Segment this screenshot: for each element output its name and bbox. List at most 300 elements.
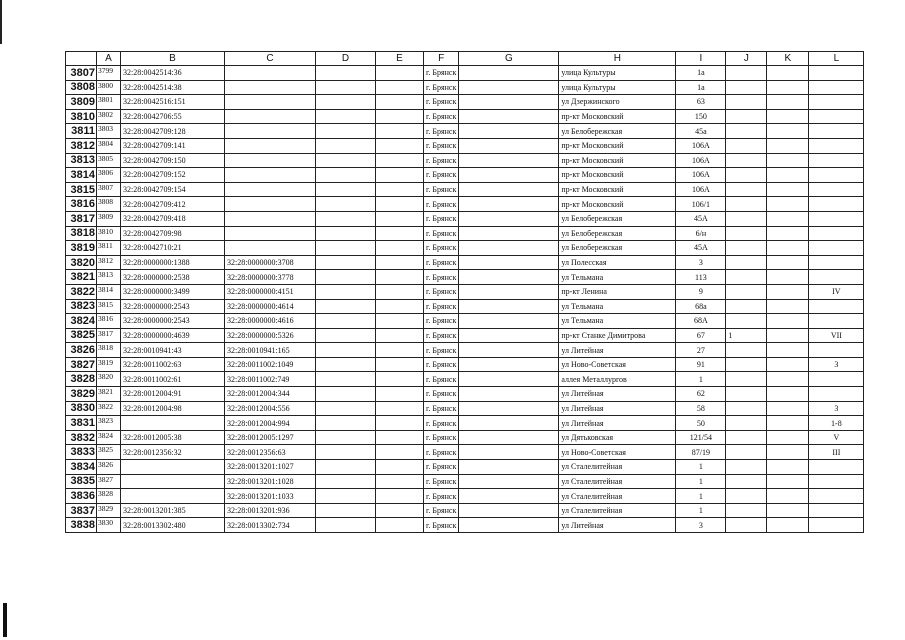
cell-e[interactable] <box>376 328 424 343</box>
cell-c[interactable] <box>225 182 316 197</box>
cell-d[interactable] <box>316 314 376 329</box>
cell-i[interactable]: 3 <box>676 518 726 533</box>
cell-a[interactable]: 3830 <box>97 518 121 533</box>
column-header-a[interactable]: A <box>97 52 121 66</box>
cell-c[interactable]: 32:28:0000000:4151 <box>225 284 316 299</box>
cell-b[interactable]: 32:28:0042514:38 <box>121 80 225 95</box>
cell-d[interactable] <box>316 343 376 358</box>
cell-b[interactable]: 32:28:0010941:43 <box>121 343 225 358</box>
cell-b[interactable]: 32:28:0042709:150 <box>121 153 225 168</box>
cell-d[interactable] <box>316 270 376 285</box>
cell-j[interactable] <box>726 503 767 518</box>
cell-d[interactable] <box>316 460 376 475</box>
column-header-i[interactable]: I <box>676 52 726 66</box>
cell-i[interactable]: 1 <box>676 372 726 387</box>
column-header-d[interactable]: D <box>316 52 376 66</box>
cell-c[interactable]: 32:28:0000000:4614 <box>225 299 316 314</box>
corner-header[interactable] <box>66 52 97 66</box>
cell-f[interactable]: г. Брянск <box>424 270 459 285</box>
cell-d[interactable] <box>316 109 376 124</box>
cell-j[interactable] <box>726 387 767 402</box>
cell-c[interactable]: 32:28:0012004:556 <box>225 401 316 416</box>
cell-k[interactable] <box>767 474 809 489</box>
row-number[interactable]: 3817 <box>66 211 97 226</box>
cell-a[interactable]: 3814 <box>97 284 121 299</box>
cell-l[interactable] <box>809 460 864 475</box>
row-number[interactable]: 3807 <box>66 66 97 81</box>
cell-a[interactable]: 3805 <box>97 153 121 168</box>
cell-g[interactable] <box>459 357 559 372</box>
cell-d[interactable] <box>316 357 376 372</box>
cell-l[interactable] <box>809 211 864 226</box>
cell-f[interactable]: г. Брянск <box>424 474 459 489</box>
cell-l[interactable]: 3 <box>809 357 864 372</box>
row-number[interactable]: 3828 <box>66 372 97 387</box>
cell-i[interactable]: 121/54 <box>676 430 726 445</box>
cell-e[interactable] <box>376 401 424 416</box>
cell-e[interactable] <box>376 387 424 402</box>
cell-e[interactable] <box>376 80 424 95</box>
cell-h[interactable]: улица Культуры <box>559 80 676 95</box>
cell-g[interactable] <box>459 314 559 329</box>
cell-f[interactable]: г. Брянск <box>424 182 459 197</box>
cell-k[interactable] <box>767 299 809 314</box>
cell-a[interactable]: 3823 <box>97 416 121 431</box>
cell-f[interactable]: г. Брянск <box>424 95 459 110</box>
cell-g[interactable] <box>459 284 559 299</box>
row-number[interactable]: 3824 <box>66 314 97 329</box>
cell-e[interactable] <box>376 168 424 183</box>
cell-h[interactable]: пр-кт Московский <box>559 168 676 183</box>
column-header-k[interactable]: K <box>767 52 809 66</box>
cell-a[interactable]: 3824 <box>97 430 121 445</box>
cell-f[interactable]: г. Брянск <box>424 518 459 533</box>
cell-h[interactable]: ул Литейная <box>559 387 676 402</box>
cell-j[interactable] <box>726 284 767 299</box>
cell-e[interactable] <box>376 299 424 314</box>
cell-d[interactable] <box>316 518 376 533</box>
cell-a[interactable]: 3813 <box>97 270 121 285</box>
cell-i[interactable]: 45А <box>676 241 726 256</box>
cell-f[interactable]: г. Брянск <box>424 460 459 475</box>
cell-h[interactable]: ул Полесская <box>559 255 676 270</box>
cell-f[interactable]: г. Брянск <box>424 197 459 212</box>
cell-k[interactable] <box>767 460 809 475</box>
cell-g[interactable] <box>459 372 559 387</box>
cell-j[interactable] <box>726 182 767 197</box>
row-number[interactable]: 3809 <box>66 95 97 110</box>
cell-k[interactable] <box>767 226 809 241</box>
cell-k[interactable] <box>767 328 809 343</box>
cell-b[interactable]: 32:28:0012356:32 <box>121 445 225 460</box>
cell-l[interactable] <box>809 153 864 168</box>
row-number[interactable]: 3835 <box>66 474 97 489</box>
cell-j[interactable] <box>726 357 767 372</box>
cell-h[interactable]: ул Тельмана <box>559 270 676 285</box>
cell-j[interactable] <box>726 241 767 256</box>
cell-f[interactable]: г. Брянск <box>424 255 459 270</box>
cell-f[interactable]: г. Брянск <box>424 387 459 402</box>
cell-j[interactable] <box>726 66 767 81</box>
cell-i[interactable]: 50 <box>676 416 726 431</box>
cell-f[interactable]: г. Брянск <box>424 401 459 416</box>
cell-k[interactable] <box>767 109 809 124</box>
cell-h[interactable]: пр-кт Московский <box>559 109 676 124</box>
cell-k[interactable] <box>767 314 809 329</box>
cell-d[interactable] <box>316 284 376 299</box>
cell-c[interactable]: 32:28:0013201:936 <box>225 503 316 518</box>
cell-k[interactable] <box>767 241 809 256</box>
cell-g[interactable] <box>459 182 559 197</box>
cell-b[interactable]: 32:28:0042514:36 <box>121 66 225 81</box>
cell-c[interactable] <box>225 66 316 81</box>
column-header-f[interactable]: F <box>424 52 459 66</box>
cell-l[interactable]: V <box>809 430 864 445</box>
row-number[interactable]: 3834 <box>66 460 97 475</box>
cell-c[interactable] <box>225 124 316 139</box>
row-number[interactable]: 3808 <box>66 80 97 95</box>
cell-g[interactable] <box>459 503 559 518</box>
cell-a[interactable]: 3799 <box>97 66 121 81</box>
row-number[interactable]: 3836 <box>66 489 97 504</box>
row-number[interactable]: 3812 <box>66 138 97 153</box>
cell-l[interactable] <box>809 518 864 533</box>
cell-i[interactable]: 63 <box>676 95 726 110</box>
cell-h[interactable]: ул Белобережская <box>559 124 676 139</box>
cell-k[interactable] <box>767 255 809 270</box>
cell-g[interactable] <box>459 153 559 168</box>
cell-e[interactable] <box>376 284 424 299</box>
cell-k[interactable] <box>767 401 809 416</box>
cell-g[interactable] <box>459 460 559 475</box>
cell-g[interactable] <box>459 299 559 314</box>
cell-a[interactable]: 3826 <box>97 460 121 475</box>
column-header-g[interactable]: G <box>459 52 559 66</box>
cell-f[interactable]: г. Брянск <box>424 109 459 124</box>
cell-l[interactable]: III <box>809 445 864 460</box>
cell-l[interactable]: 1-8 <box>809 416 864 431</box>
cell-l[interactable] <box>809 80 864 95</box>
cell-h[interactable]: ул Сталелитейная <box>559 489 676 504</box>
cell-d[interactable] <box>316 489 376 504</box>
cell-i[interactable]: 67 <box>676 328 726 343</box>
cell-j[interactable] <box>726 124 767 139</box>
cell-a[interactable]: 3810 <box>97 226 121 241</box>
cell-c[interactable] <box>225 138 316 153</box>
cell-k[interactable] <box>767 518 809 533</box>
cell-a[interactable]: 3806 <box>97 168 121 183</box>
cell-i[interactable]: 9 <box>676 284 726 299</box>
cell-b[interactable] <box>121 489 225 504</box>
cell-l[interactable] <box>809 138 864 153</box>
cell-e[interactable] <box>376 153 424 168</box>
cell-j[interactable] <box>726 518 767 533</box>
cell-b[interactable]: 32:28:0042709:412 <box>121 197 225 212</box>
cell-i[interactable]: 106А <box>676 168 726 183</box>
cell-d[interactable] <box>316 197 376 212</box>
cell-e[interactable] <box>376 241 424 256</box>
cell-h[interactable]: ул Сталелитейная <box>559 474 676 489</box>
cell-b[interactable]: 32:28:0011002:61 <box>121 372 225 387</box>
cell-c[interactable]: 32:28:0000000:3708 <box>225 255 316 270</box>
cell-i[interactable]: 27 <box>676 343 726 358</box>
cell-a[interactable]: 3818 <box>97 343 121 358</box>
cell-d[interactable] <box>316 241 376 256</box>
cell-j[interactable] <box>726 372 767 387</box>
cell-d[interactable] <box>316 401 376 416</box>
cell-k[interactable] <box>767 270 809 285</box>
cell-d[interactable] <box>316 153 376 168</box>
cell-g[interactable] <box>459 66 559 81</box>
row-number[interactable]: 3823 <box>66 299 97 314</box>
cell-e[interactable] <box>376 489 424 504</box>
cell-e[interactable] <box>376 474 424 489</box>
cell-e[interactable] <box>376 124 424 139</box>
cell-f[interactable]: г. Брянск <box>424 211 459 226</box>
cell-d[interactable] <box>316 168 376 183</box>
row-number[interactable]: 3826 <box>66 343 97 358</box>
cell-j[interactable] <box>726 255 767 270</box>
cell-b[interactable]: 32:28:0012005:38 <box>121 430 225 445</box>
cell-i[interactable]: 58 <box>676 401 726 416</box>
cell-g[interactable] <box>459 387 559 402</box>
row-number[interactable]: 3837 <box>66 503 97 518</box>
cell-a[interactable]: 3819 <box>97 357 121 372</box>
cell-k[interactable] <box>767 168 809 183</box>
cell-h[interactable]: ул Литейная <box>559 518 676 533</box>
cell-g[interactable] <box>459 343 559 358</box>
cell-j[interactable] <box>726 95 767 110</box>
cell-k[interactable] <box>767 357 809 372</box>
cell-j[interactable] <box>726 474 767 489</box>
cell-g[interactable] <box>459 138 559 153</box>
cell-e[interactable] <box>376 66 424 81</box>
cell-e[interactable] <box>376 226 424 241</box>
row-number[interactable]: 3838 <box>66 518 97 533</box>
cell-d[interactable] <box>316 372 376 387</box>
cell-a[interactable]: 3802 <box>97 109 121 124</box>
cell-b[interactable] <box>121 474 225 489</box>
cell-j[interactable] <box>726 314 767 329</box>
cell-d[interactable] <box>316 474 376 489</box>
cell-e[interactable] <box>376 372 424 387</box>
row-number[interactable]: 3814 <box>66 168 97 183</box>
cell-h[interactable]: улица Культуры <box>559 66 676 81</box>
cell-i[interactable]: 1а <box>676 66 726 81</box>
cell-d[interactable] <box>316 387 376 402</box>
cell-h[interactable]: ул Литейная <box>559 416 676 431</box>
cell-g[interactable] <box>459 197 559 212</box>
cell-g[interactable] <box>459 445 559 460</box>
row-number[interactable]: 3821 <box>66 270 97 285</box>
cell-h[interactable]: ул Сталелитейная <box>559 503 676 518</box>
cell-k[interactable] <box>767 445 809 460</box>
cell-b[interactable]: 32:28:0012004:91 <box>121 387 225 402</box>
cell-e[interactable] <box>376 197 424 212</box>
cell-f[interactable]: г. Брянск <box>424 416 459 431</box>
cell-h[interactable]: ул Дятьковская <box>559 430 676 445</box>
cell-d[interactable] <box>316 66 376 81</box>
cell-i[interactable]: 45А <box>676 211 726 226</box>
column-header-h[interactable]: H <box>559 52 676 66</box>
cell-b[interactable]: 32:28:0042516:151 <box>121 95 225 110</box>
cell-e[interactable] <box>376 211 424 226</box>
cell-a[interactable]: 3801 <box>97 95 121 110</box>
row-number[interactable]: 3810 <box>66 109 97 124</box>
cell-b[interactable]: 32:28:0042709:128 <box>121 124 225 139</box>
cell-l[interactable]: 3 <box>809 401 864 416</box>
cell-l[interactable] <box>809 474 864 489</box>
cell-d[interactable] <box>316 182 376 197</box>
cell-l[interactable] <box>809 66 864 81</box>
cell-e[interactable] <box>376 518 424 533</box>
cell-k[interactable] <box>767 343 809 358</box>
cell-i[interactable]: 3 <box>676 255 726 270</box>
cell-i[interactable]: 87/19 <box>676 445 726 460</box>
cell-k[interactable] <box>767 80 809 95</box>
cell-i[interactable]: 106А <box>676 153 726 168</box>
cell-c[interactable]: 32:28:0000000:3778 <box>225 270 316 285</box>
cell-j[interactable] <box>726 153 767 168</box>
cell-d[interactable] <box>316 124 376 139</box>
cell-f[interactable]: г. Брянск <box>424 241 459 256</box>
row-number[interactable]: 3825 <box>66 328 97 343</box>
cell-l[interactable] <box>809 343 864 358</box>
cell-h[interactable]: ул Ново-Советская <box>559 357 676 372</box>
cell-e[interactable] <box>376 460 424 475</box>
cell-l[interactable]: VII <box>809 328 864 343</box>
cell-l[interactable] <box>809 503 864 518</box>
cell-h[interactable]: ул Белобережская <box>559 241 676 256</box>
cell-j[interactable] <box>726 226 767 241</box>
cell-c[interactable] <box>225 80 316 95</box>
cell-i[interactable]: 1а <box>676 80 726 95</box>
cell-c[interactable] <box>225 109 316 124</box>
cell-a[interactable]: 3829 <box>97 503 121 518</box>
cell-c[interactable] <box>225 211 316 226</box>
cell-j[interactable] <box>726 80 767 95</box>
cell-k[interactable] <box>767 503 809 518</box>
column-header-b[interactable]: B <box>121 52 225 66</box>
cell-f[interactable]: г. Брянск <box>424 314 459 329</box>
cell-a[interactable]: 3807 <box>97 182 121 197</box>
cell-g[interactable] <box>459 241 559 256</box>
cell-l[interactable] <box>809 124 864 139</box>
cell-f[interactable]: г. Брянск <box>424 489 459 504</box>
cell-b[interactable]: 32:28:0042706:55 <box>121 109 225 124</box>
cell-l[interactable] <box>809 299 864 314</box>
cell-b[interactable]: 32:28:0042709:152 <box>121 168 225 183</box>
cell-e[interactable] <box>376 314 424 329</box>
cell-i[interactable]: 1 <box>676 503 726 518</box>
cell-i[interactable]: 106А <box>676 182 726 197</box>
cell-c[interactable]: 32:28:0013201:1027 <box>225 460 316 475</box>
cell-k[interactable] <box>767 416 809 431</box>
row-number[interactable]: 3822 <box>66 284 97 299</box>
cell-e[interactable] <box>376 357 424 372</box>
cell-a[interactable]: 3816 <box>97 314 121 329</box>
cell-d[interactable] <box>316 138 376 153</box>
cell-c[interactable]: 32:28:0012004:344 <box>225 387 316 402</box>
cell-g[interactable] <box>459 255 559 270</box>
column-header-j[interactable]: J <box>726 52 767 66</box>
column-header-l[interactable]: L <box>809 52 864 66</box>
cell-a[interactable]: 3812 <box>97 255 121 270</box>
cell-g[interactable] <box>459 95 559 110</box>
cell-j[interactable] <box>726 489 767 504</box>
cell-g[interactable] <box>459 416 559 431</box>
cell-a[interactable]: 3800 <box>97 80 121 95</box>
cell-j[interactable] <box>726 445 767 460</box>
cell-a[interactable]: 3815 <box>97 299 121 314</box>
cell-f[interactable]: г. Брянск <box>424 445 459 460</box>
cell-l[interactable] <box>809 387 864 402</box>
cell-k[interactable] <box>767 197 809 212</box>
cell-i[interactable]: 68А <box>676 314 726 329</box>
cell-a[interactable]: 3817 <box>97 328 121 343</box>
cell-d[interactable] <box>316 95 376 110</box>
cell-e[interactable] <box>376 270 424 285</box>
cell-f[interactable]: г. Брянск <box>424 226 459 241</box>
cell-d[interactable] <box>316 445 376 460</box>
cell-b[interactable] <box>121 460 225 475</box>
cell-c[interactable]: 32:28:0011002:1049 <box>225 357 316 372</box>
cell-i[interactable]: 106/1 <box>676 197 726 212</box>
cell-h[interactable]: пр-кт Московский <box>559 182 676 197</box>
cell-i[interactable]: 68а <box>676 299 726 314</box>
cell-l[interactable] <box>809 372 864 387</box>
cell-a[interactable]: 3803 <box>97 124 121 139</box>
cell-a[interactable]: 3822 <box>97 401 121 416</box>
cell-b[interactable]: 32:28:0000000:2538 <box>121 270 225 285</box>
cell-c[interactable]: 32:28:0010941:165 <box>225 343 316 358</box>
cell-a[interactable]: 3828 <box>97 489 121 504</box>
cell-e[interactable] <box>376 416 424 431</box>
cell-f[interactable]: г. Брянск <box>424 343 459 358</box>
cell-e[interactable] <box>376 503 424 518</box>
cell-c[interactable] <box>225 168 316 183</box>
cell-h[interactable]: ул Белобережская <box>559 226 676 241</box>
cell-f[interactable]: г. Брянск <box>424 138 459 153</box>
cell-k[interactable] <box>767 182 809 197</box>
cell-l[interactable] <box>809 314 864 329</box>
cell-h[interactable]: ул Сталелитейная <box>559 460 676 475</box>
row-number[interactable]: 3820 <box>66 255 97 270</box>
cell-l[interactable] <box>809 182 864 197</box>
row-number[interactable]: 3830 <box>66 401 97 416</box>
cell-i[interactable]: 45а <box>676 124 726 139</box>
cell-k[interactable] <box>767 387 809 402</box>
cell-g[interactable] <box>459 430 559 445</box>
cell-f[interactable]: г. Брянск <box>424 66 459 81</box>
cell-e[interactable] <box>376 138 424 153</box>
cell-f[interactable]: г. Брянск <box>424 328 459 343</box>
cell-c[interactable]: 32:28:0013201:1028 <box>225 474 316 489</box>
cell-a[interactable]: 3804 <box>97 138 121 153</box>
cell-d[interactable] <box>316 80 376 95</box>
row-number[interactable]: 3818 <box>66 226 97 241</box>
cell-f[interactable]: г. Брянск <box>424 80 459 95</box>
cell-g[interactable] <box>459 270 559 285</box>
cell-a[interactable]: 3825 <box>97 445 121 460</box>
cell-g[interactable] <box>459 80 559 95</box>
cell-j[interactable] <box>726 138 767 153</box>
cell-d[interactable] <box>316 211 376 226</box>
cell-b[interactable]: 32:28:0012004:98 <box>121 401 225 416</box>
row-number[interactable]: 3813 <box>66 153 97 168</box>
cell-j[interactable] <box>726 430 767 445</box>
cell-f[interactable]: г. Брянск <box>424 124 459 139</box>
